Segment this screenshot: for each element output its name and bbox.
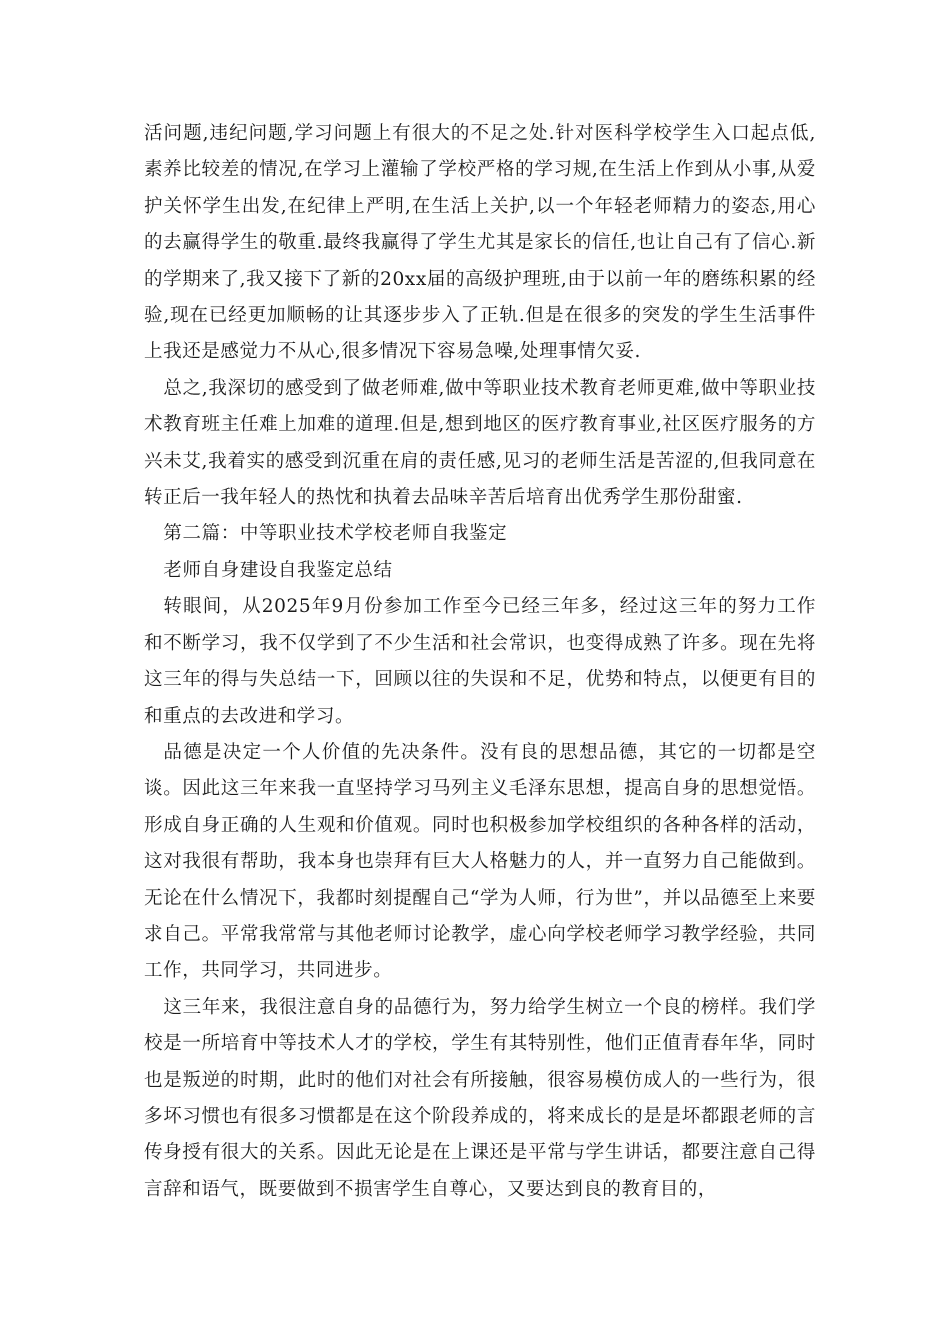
paragraph-4: 品德是决定一个人价值的先决条件。没有良的思想品德，其它的一切都是空谈。因此这三年来我一直坚持学习马列主义毛泽东思想，提高自身的思想觉悟。形成自身正确的人生观和价值观。同时也积极参加学校组织的各种各样的活动，这对我很有帮助，我本身也崇拜有巨大人格魅力的人，并一直努力自己能做到。无论在什么情况下，我都时刻提醒自己“学为人师，行为世”，并以品德至上来要求自己。平常我常常与其他老师讨论教学，虚心向学校老师学习教学经验，共同工作，共同学习，共同进步。 <box>144 741 816 982</box>
paragraph-3: 转眼间，从2025年9月份参加工作至今已经三年多，经过这三年的努力工作和不断学习，我不仅学到了不少生活和社会常识，也变得成熟了许多。现在先将这三年的得与失总结一下，回顾以往的失误和不足，优势和特点，以便更有目的和重点的去改进和学习。 <box>144 596 816 727</box>
document-body <box>144 116 816 1208</box>
subsection-heading: 老师自身建设自我鉴定总结 <box>163 559 393 581</box>
paragraph-2: 总之,我深切的感受到了做老师难,做中等职业技术教育老师更难,做中等职业技术教育班主任难上加难的道理.但是,想到地区的医疗教育事业,社区医疗服务的方兴未艾,我着实的感受到沉重在肩的责任感,见习的老师生活是苦涩的,但我同意在转正后一我年轻人的热忱和执着去品味辛苦后培育出优秀学生那份甜蜜. <box>144 377 816 509</box>
section-heading: 第二篇：中等职业技术学校老师自我鉴定 <box>163 523 508 545</box>
paragraph-1: 活问题,违纪问题,学习问题上有很大的不足之处.针对医科学校学生入口起点低,素养比较差的情况,在学习上灌输了学校严格的学习规,在生活上作到从小事,从爱护关怀学生出发,在纪律上严明,在生活上关护,以一个年轻老师精力的姿态,用心的去赢得学生的敬重.最终我赢得了学生尤其是家长的信任,也让自己有了信心.新的学期来了,我又接下了新的20xx届的高级护理班,由于以前一年的磨练积累的经验,现在已经更加顺畅的让其逐步步入了正轨.但是在很多的突发的学生生活事件上我还是感觉力不从心,很多情况下容易急噪,处理事情欠妥. <box>144 123 816 363</box>
paragraph-5: 这三年来，我很注意自身的品德行为，努力给学生树立一个良的榜样。我们学校是一所培育中等技术人才的学校，学生有其特别性，他们正值青春年华，同时也是叛逆的时期，此时的他们对社会有所接触，很容易模仿成人的一些行为，很多坏习惯也有很多习惯都是在这个阶段养成的，将来成长的是是坏都跟老师的言传身授有很大的关系。因此无论是在上课还是平常与学生讲话，都要注意自己得言辞和语气，既要做到不损害学生自尊心，又要达到良的教育目的， <box>144 996 816 1200</box>
